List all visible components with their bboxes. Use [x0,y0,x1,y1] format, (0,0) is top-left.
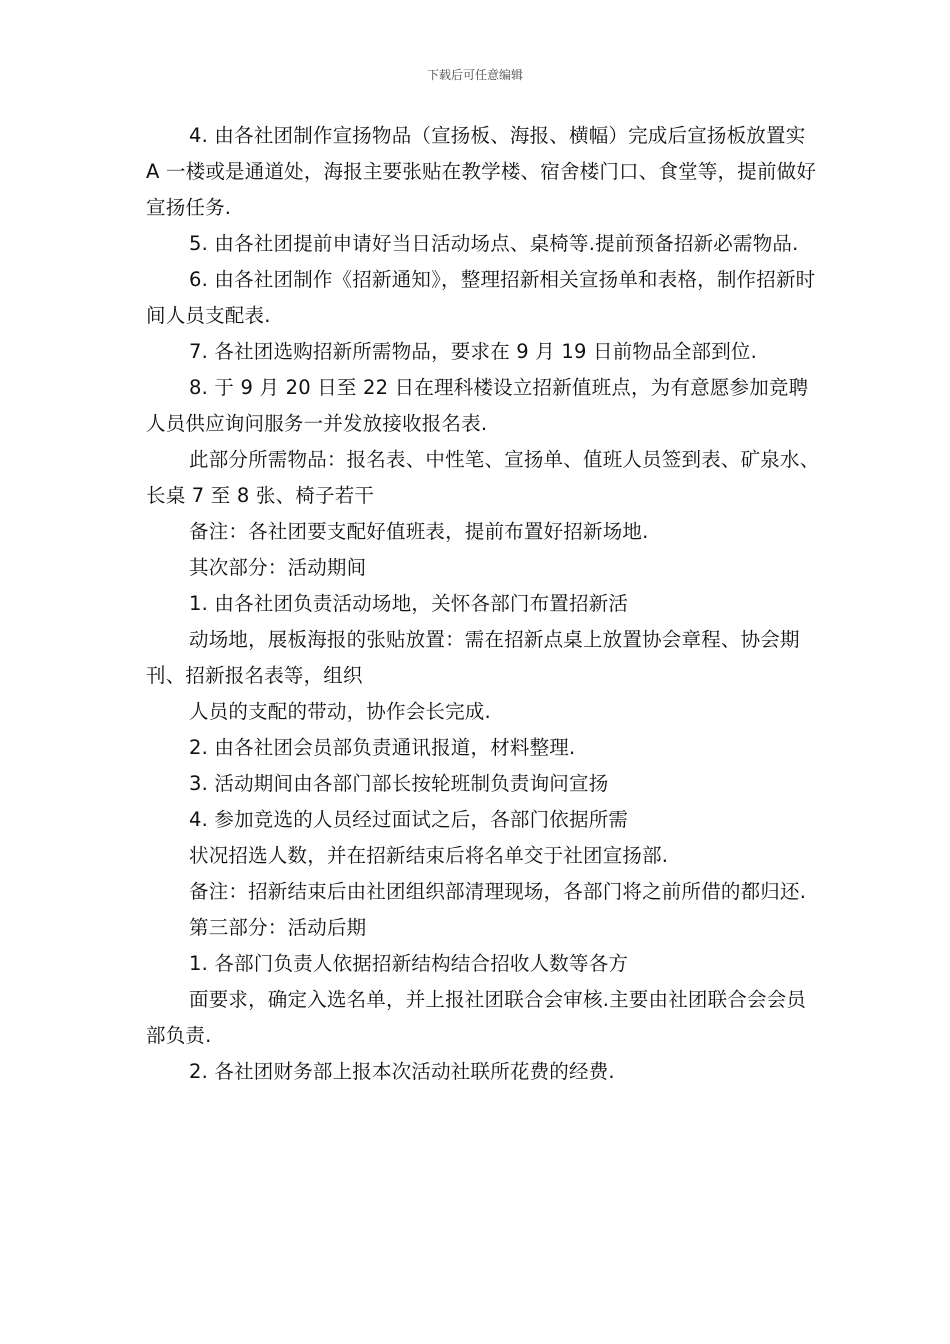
page-header: 下载后可任意编辑 [426,68,523,82]
paragraph-during-4-cont: 状况招选人数，并在招新结束后将名单交于社团宣扬部. [189,844,669,867]
paragraph-materials: 此部分所需物品：报名表、中性笔、宣扬单、值班人员签到表、矿泉水、长桌 7 至 8 张、椅子若干 [146,448,820,507]
paragraph-item-6-notice: 6. 由各社团制作《招新通知》，整理招新相关宣扬单和表格，制作招新时间人员支配表. [146,268,816,327]
paragraph-during-3: 3. 活动期间由各部门部长按轮班制负责询问宣扬 [189,772,609,795]
paragraph-during-4: 4. 参加竞选的人员经过面试之后，各部门依据所需 [189,808,629,831]
paragraph-item-8-duty: 8. 于 9 月 20 日至 22 日在理科楼设立招新值班点，为有意愿参加竞聘人员供应询问服务一并发放接收报名表. [146,376,809,435]
paragraph-during-1-end: 人员的支配的带动，协作会长完成. [189,700,491,723]
section-heading-after: 第三部分：活动后期 [189,916,367,939]
paragraph-during-1: 1. 由各社团负责活动场地，关怀各部门布置招新活 [189,592,629,615]
paragraph-after-1-cont: 面要求，确定入选名单，并上报社团联合会审核.主要由社团联合会会员部负责. [146,988,807,1047]
paragraph-note-2: 备注：招新结束后由社团组织部清理现场，各部门将之前所借的都归还. [189,880,807,903]
paragraph-item-5-venue: 5. 由各社团提前申请好当日活动场点、桌椅等.提前预备招新必需物品. [189,232,799,255]
section-heading-during: 其次部分：活动期间 [189,556,367,579]
paragraph-note-1: 备注：各社团要支配好值班表，提前布置好招新场地. [189,520,649,543]
paragraph-during-1-cont: 动场地，展板海报的张贴放置：需在招新点桌上放置协会章程、协会期刊、招新报名表等，组织 [146,628,800,687]
paragraph-after-2: 2. 各社团财务部上报本次活动社联所花费的经费. [189,1060,615,1083]
paragraph-item-4-promo: 4. 由各社团制作宣扬物品（宣扬板、海报、横幅）完成后宣扬板放置实 A 一楼或是通道处，海报主要张贴在教学楼、宿舍楼门口、食堂等，提前做好宣扬任务. [146,124,817,219]
paragraph-item-7-purchase: 7. 各社团选购招新所需物品，要求在 9 月 19 日前物品全部到位. [189,340,758,363]
document-body [146,118,822,1090]
paragraph-during-2: 2. 由各社团会员部负责通讯报道，材料整理. [189,736,576,759]
paragraph-after-1: 1. 各部门负责人依据招新结构结合招收人数等各方 [189,952,629,975]
